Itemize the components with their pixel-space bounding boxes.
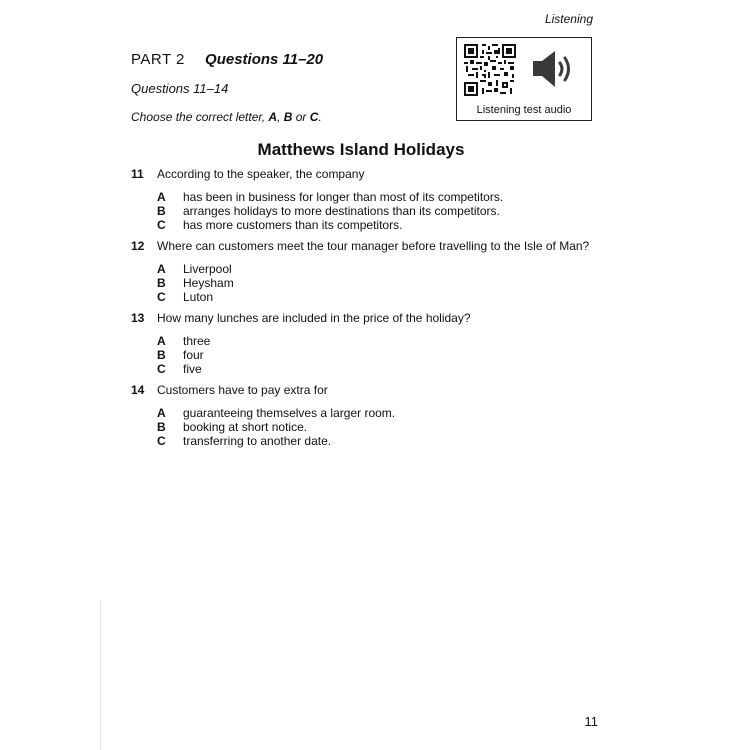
option-text: transferring to another date.: [183, 434, 332, 448]
option-text: three: [183, 334, 211, 348]
page-number: 11: [584, 714, 598, 729]
option-b[interactable]: [157, 204, 503, 218]
option-letter: A: [157, 190, 166, 204]
question-number: 12: [131, 239, 145, 253]
instruction-text: [131, 110, 322, 124]
option-c[interactable]: [157, 434, 395, 448]
option-text: Luton: [183, 290, 214, 304]
section-header: Listening: [544, 12, 593, 26]
option-c[interactable]: [157, 290, 234, 304]
audio-caption: Listening test audio: [476, 104, 572, 116]
question-11-options: [157, 190, 503, 232]
option-text: has more customers than its competitors.: [183, 218, 403, 232]
option-letter: A: [157, 406, 166, 420]
option-letter: A: [157, 334, 166, 348]
option-text: arranges holidays to more destinations than its competitors.: [183, 204, 500, 218]
page-edge-line: [100, 600, 101, 750]
option-letter: B: [157, 420, 166, 434]
document-title: Matthews Island Holidays: [257, 140, 465, 159]
question-text: According to the speaker, the company: [157, 167, 365, 181]
qr-code-icon[interactable]: [464, 44, 516, 96]
option-letter: B: [157, 348, 166, 362]
question-12: [131, 239, 589, 253]
option-text: five: [183, 362, 202, 376]
question-number: 13: [131, 311, 145, 325]
instruction-sep1: ,: [277, 110, 284, 124]
speaker-icon[interactable]: [531, 48, 579, 90]
option-letter: C: [157, 362, 166, 376]
option-letter: B: [157, 204, 166, 218]
question-text: How many lunches are included in the price of the holiday?: [157, 311, 471, 325]
option-c[interactable]: [157, 362, 210, 376]
question-text: Where can customers meet the tour manager before travelling to the Isle of Man?: [157, 239, 590, 253]
option-a[interactable]: [157, 262, 234, 276]
question-12-options: [157, 262, 234, 304]
option-a[interactable]: [157, 334, 210, 348]
questions-subheading: Questions 11–14: [131, 81, 229, 96]
option-text: Liverpool: [183, 262, 232, 276]
option-letter: C: [157, 434, 166, 448]
instruction-prefix: Choose the correct letter,: [131, 110, 269, 124]
instruction-sep2: or: [292, 110, 310, 124]
question-number: 14: [131, 383, 145, 397]
option-letter: A: [157, 262, 166, 276]
option-letter: B: [157, 276, 166, 290]
part-questions-range: Questions 11–20: [205, 51, 324, 68]
option-text: has been in business for longer than most of its competitors.: [183, 190, 504, 204]
listening-audio-box[interactable]: [456, 37, 592, 121]
question-14-options: [157, 406, 395, 448]
part-label: PART 2: [131, 51, 185, 68]
option-a[interactable]: [157, 406, 395, 420]
option-b[interactable]: [157, 348, 210, 362]
question-13-options: [157, 334, 210, 376]
instruction-letter-b: B: [283, 110, 293, 124]
part-heading: [131, 51, 323, 68]
option-c[interactable]: [157, 218, 503, 232]
option-text: Heysham: [183, 276, 234, 290]
instruction-suffix: .: [318, 110, 322, 124]
option-text: guaranteeing themselves a larger room.: [183, 406, 396, 420]
option-text: four: [183, 348, 204, 362]
option-text: booking at short notice.: [183, 420, 308, 434]
option-letter: C: [157, 290, 166, 304]
option-letter: C: [157, 218, 166, 232]
option-a[interactable]: [157, 190, 503, 204]
question-11: [131, 167, 364, 181]
instruction-letter-a: A: [268, 110, 278, 124]
option-b[interactable]: [157, 420, 395, 434]
question-14: [131, 383, 328, 397]
question-number: 11: [131, 167, 144, 181]
question-text: Customers have to pay extra for: [157, 383, 328, 397]
option-b[interactable]: [157, 276, 234, 290]
question-13: [131, 311, 471, 325]
instruction-letter-c: C: [309, 110, 319, 124]
